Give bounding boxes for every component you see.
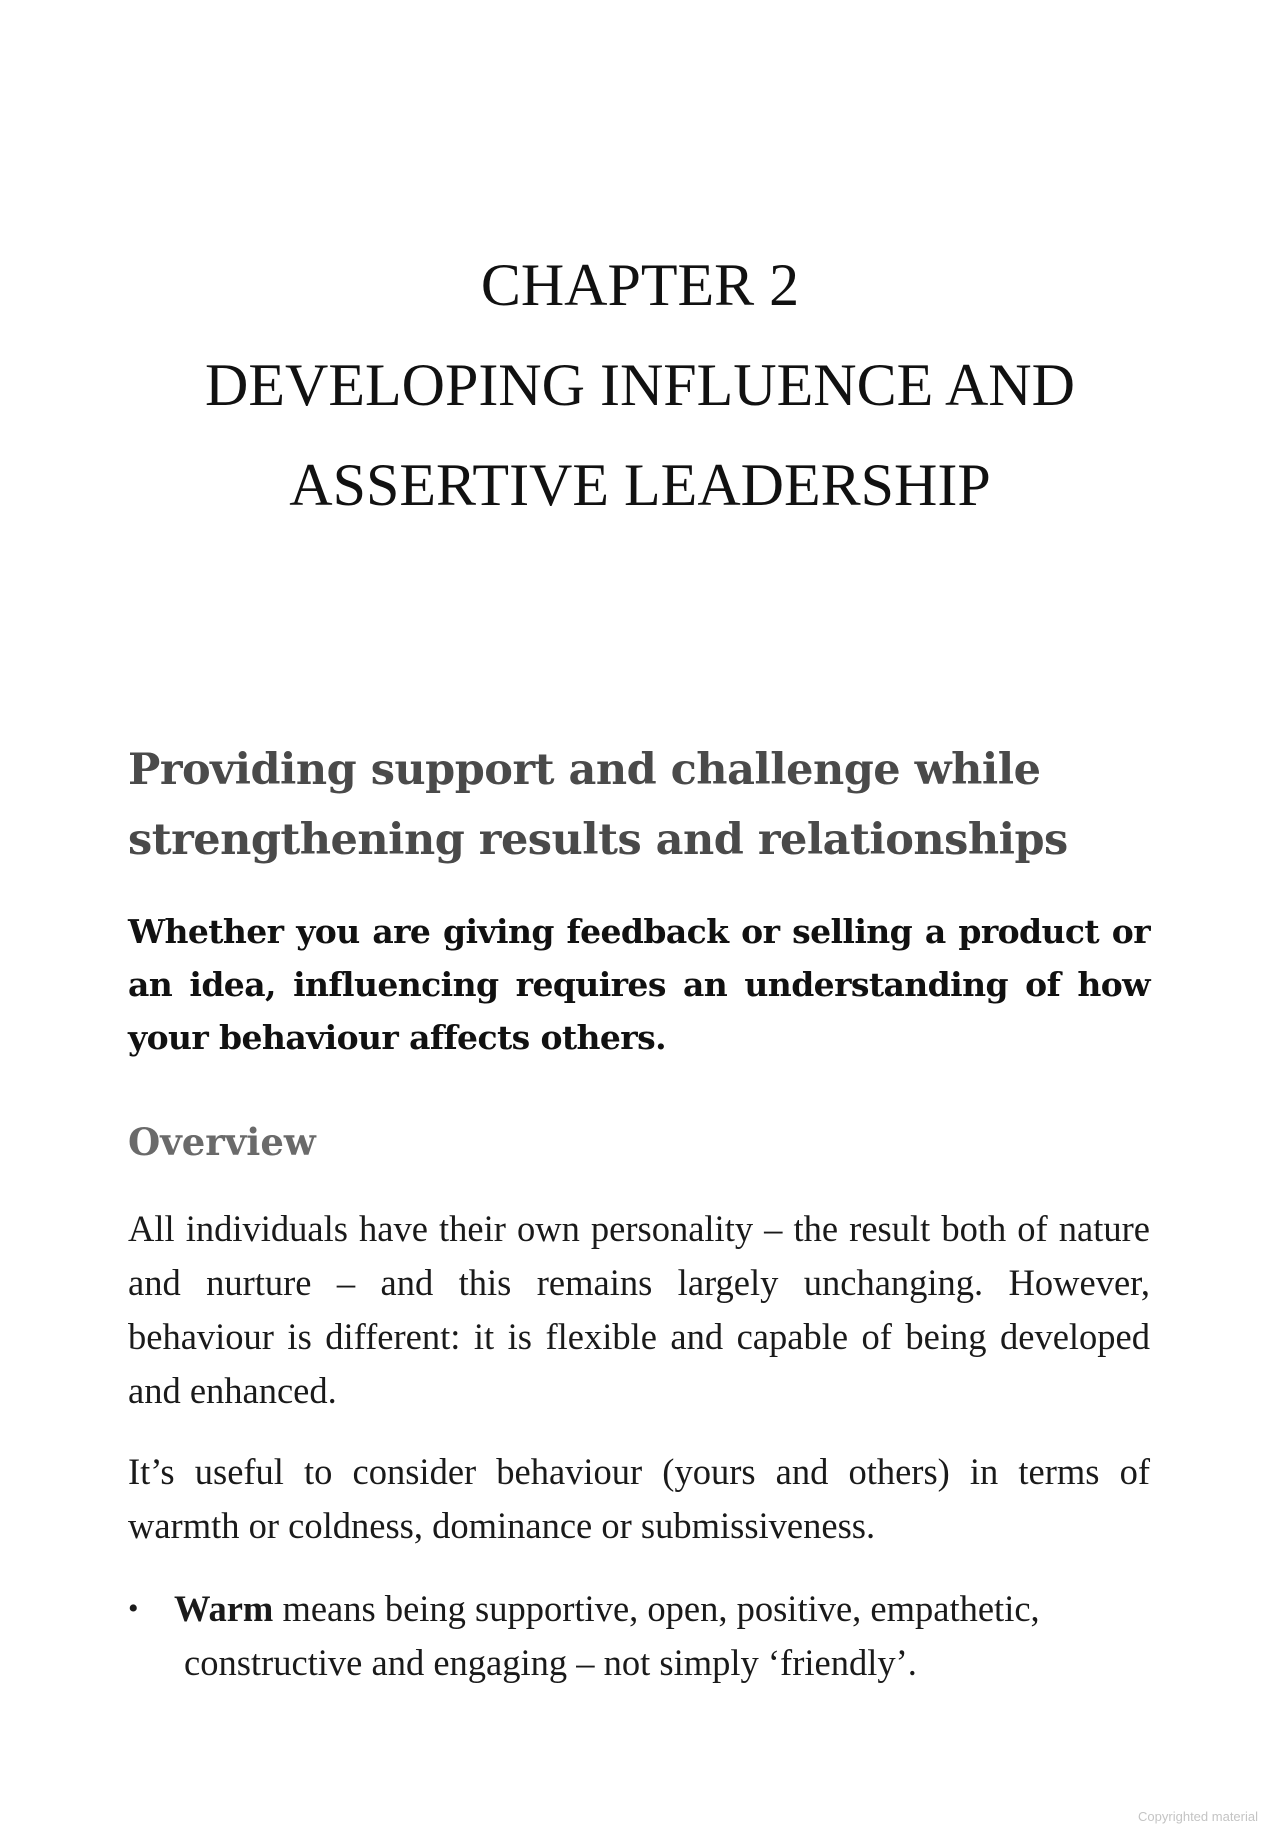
lead-paragraph: Whether you are giving feedback or selling a product or an idea, influencing requires an understanding of how your behaviour affects others. (128, 912, 1150, 1057)
bullet-term: Warm (174, 1588, 274, 1629)
list-item (128, 1582, 1150, 1690)
overview-heading: Overview (128, 1120, 316, 1164)
bullet-list (128, 1582, 1150, 1690)
bullet-marker: • (128, 1592, 139, 1625)
section-title-line-2: strengthening results and relationships (128, 815, 1068, 865)
bullet-text-line-2: constructive and engaging – not simply ‘friendly’. (184, 1642, 917, 1683)
overview-paragraph-1: All individuals have their own personality – the result both of nature and nurture – and this remains largely unchanging. However, behaviour is different: it is flexible and capable of being developed and enhanced. (128, 1208, 1150, 1411)
bullet-text-line-1: means being supportive, open, positive, empathetic, (273, 1588, 1040, 1629)
section-title-line-1: Providing support and challenge while (128, 745, 1041, 795)
chapter-title-line-1: DEVELOPING INFLUENCE AND (205, 352, 1075, 418)
chapter-number: CHAPTER 2 (480, 252, 800, 318)
section-title (128, 735, 1150, 875)
chapter-title-line-2: ASSERTIVE LEADERSHIP (289, 452, 991, 518)
overview-paragraph-2: It’s useful to consider behaviour (yours and others) in terms of warmth or coldness, dominance or submissiveness. (128, 1451, 1150, 1546)
copyright-notice: Copyrighted material (1138, 1809, 1258, 1824)
chapter-heading (0, 235, 1280, 535)
